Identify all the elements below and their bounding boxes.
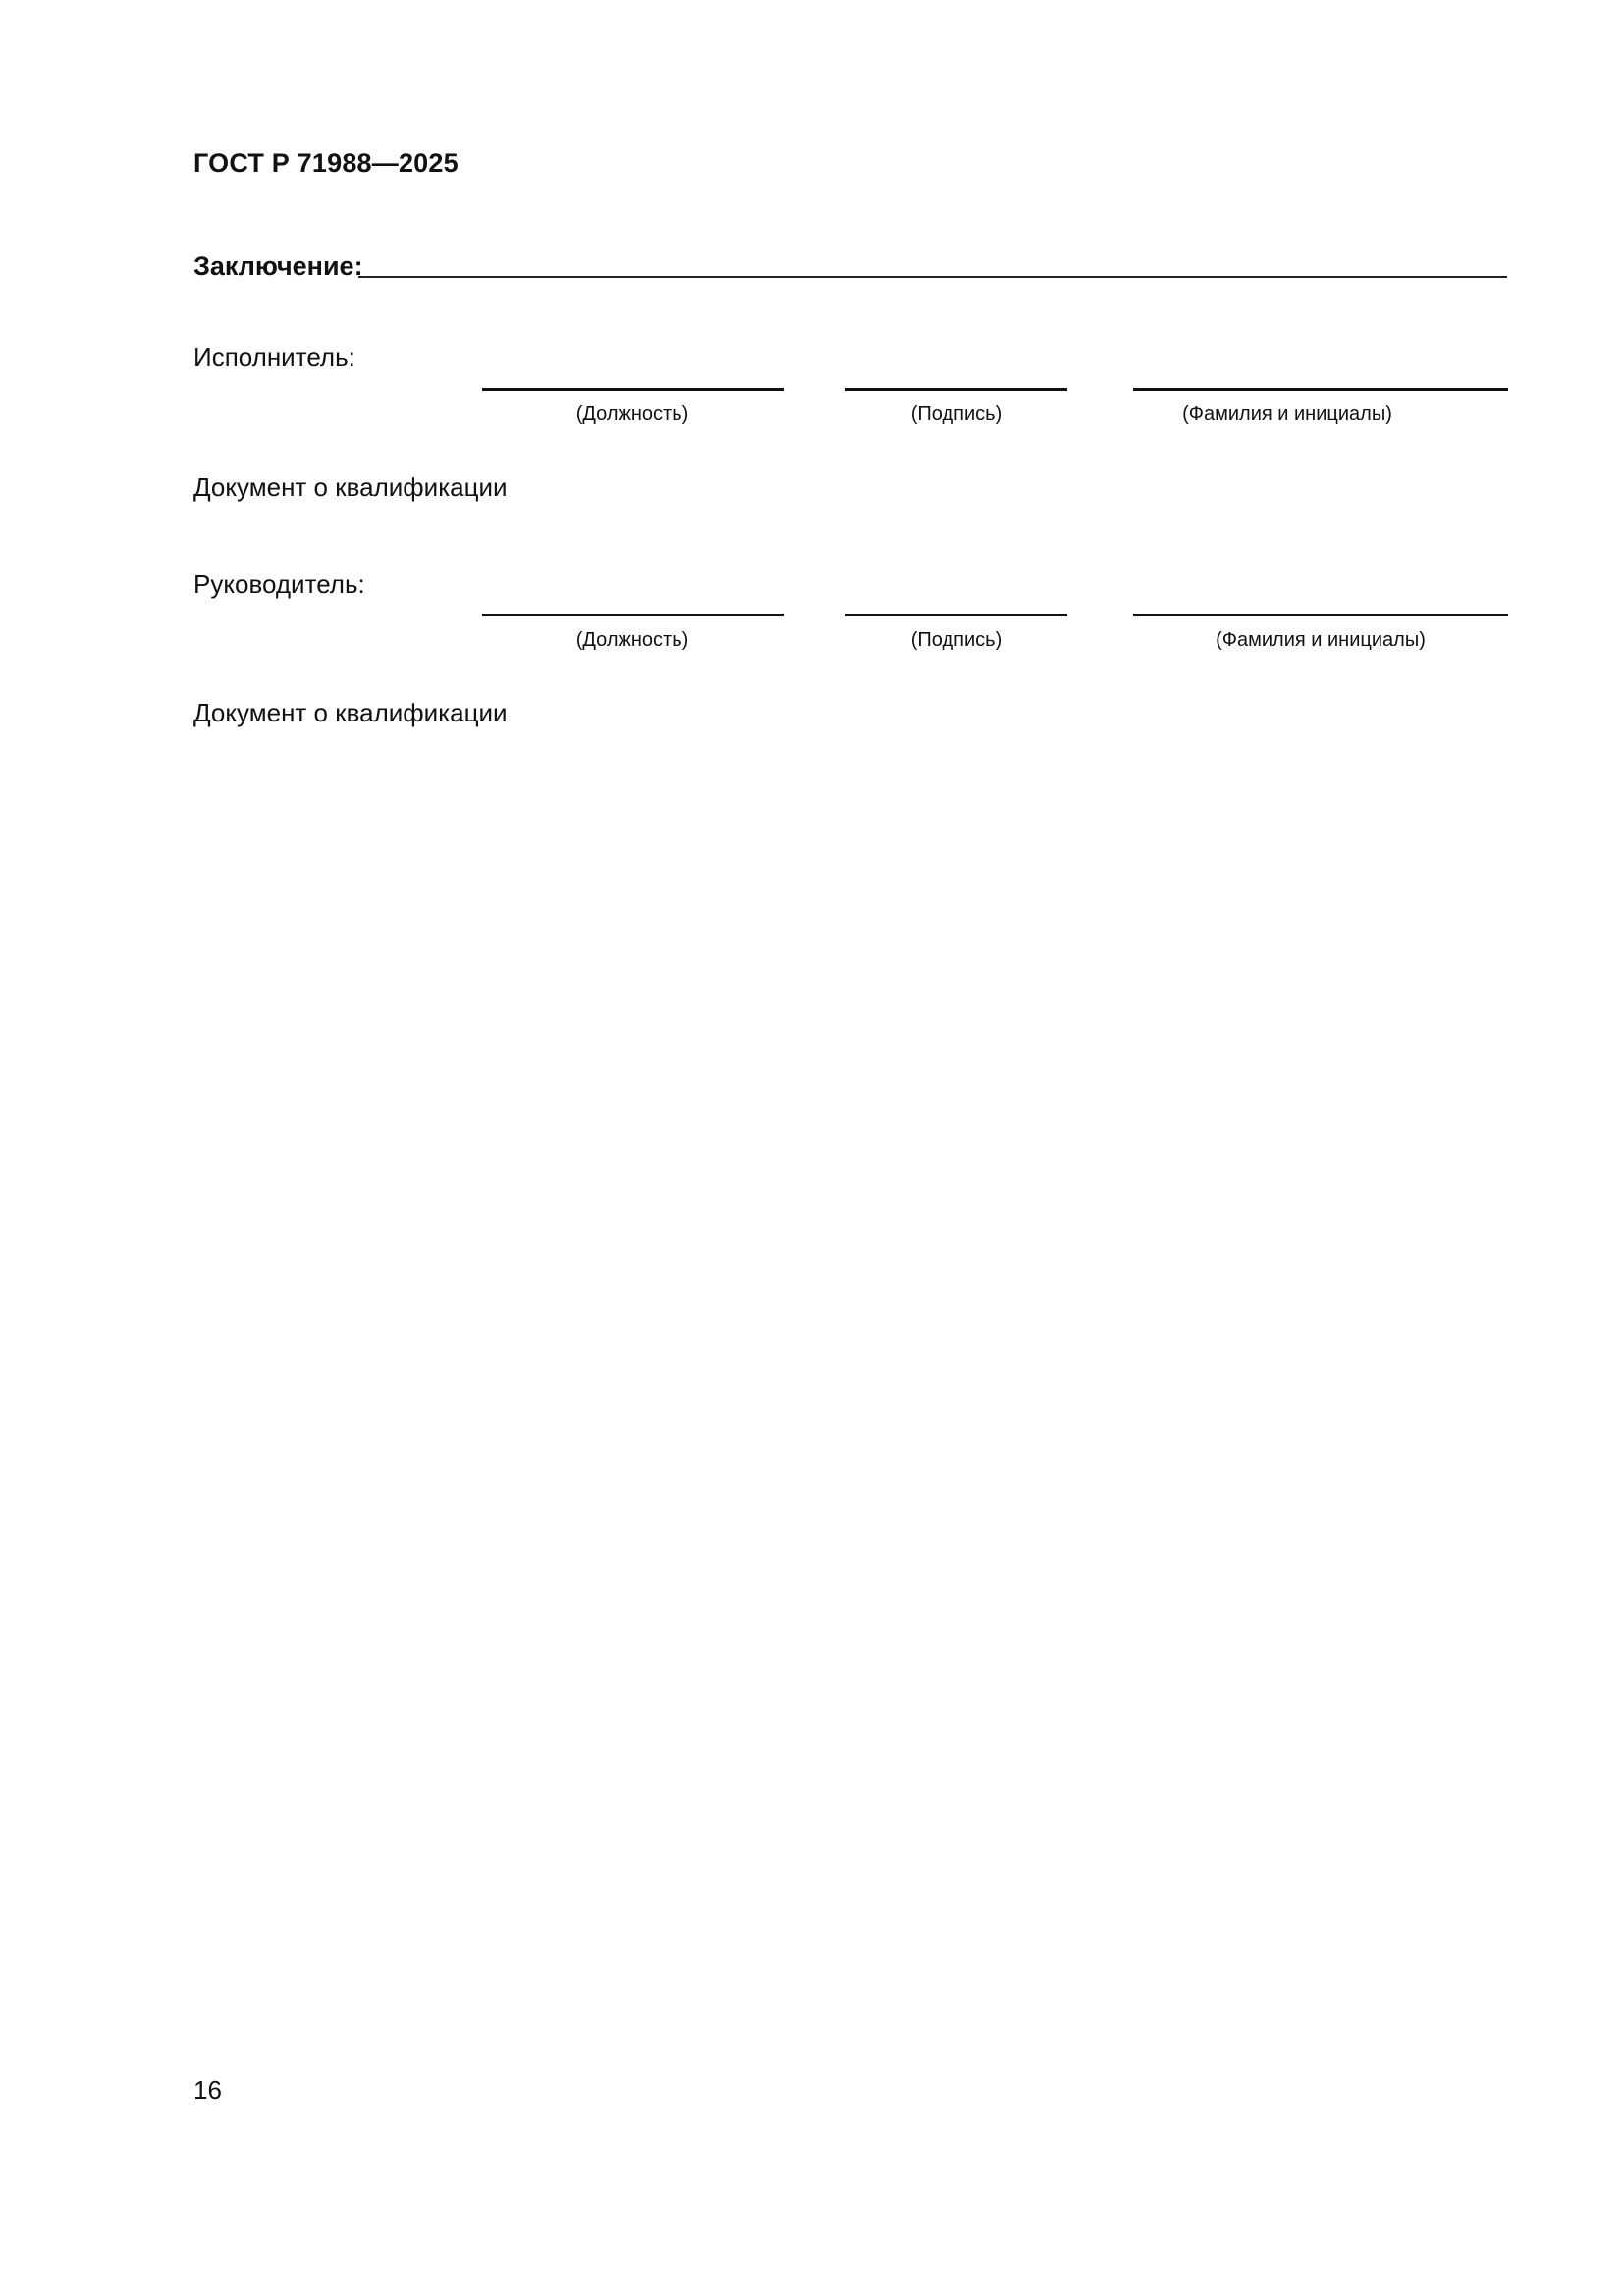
executor-position-caption: (Должность) xyxy=(575,403,689,425)
page-number: 16 xyxy=(193,2075,222,2105)
conclusion-blank-line xyxy=(358,276,1507,278)
supervisor-signature-caption: (Подпись) xyxy=(910,629,1002,651)
supervisor-name-line xyxy=(1133,614,1508,616)
executor-signature-line xyxy=(845,388,1067,391)
executor-position-line xyxy=(482,388,784,391)
conclusion-label: Заключение: xyxy=(193,251,363,281)
supervisor-position-caption: (Должность) xyxy=(575,629,689,651)
executor-label: Исполнитель: xyxy=(193,343,355,372)
document-header: ГОСТ Р 71988—2025 xyxy=(193,148,459,178)
executor-name-line xyxy=(1133,388,1508,391)
executor-name-caption: (Фамилия и инициалы) xyxy=(1182,403,1392,425)
supervisor-qualification-label: Документ о квалификации xyxy=(193,698,508,727)
executor-qualification-label: Документ о квалификации xyxy=(193,472,508,502)
executor-signature-caption: (Подпись) xyxy=(910,403,1002,425)
supervisor-signature-line xyxy=(845,614,1067,616)
supervisor-name-caption: (Фамилия и инициалы) xyxy=(1216,629,1426,651)
supervisor-position-line xyxy=(482,614,784,616)
supervisor-label: Руководитель: xyxy=(193,569,365,599)
